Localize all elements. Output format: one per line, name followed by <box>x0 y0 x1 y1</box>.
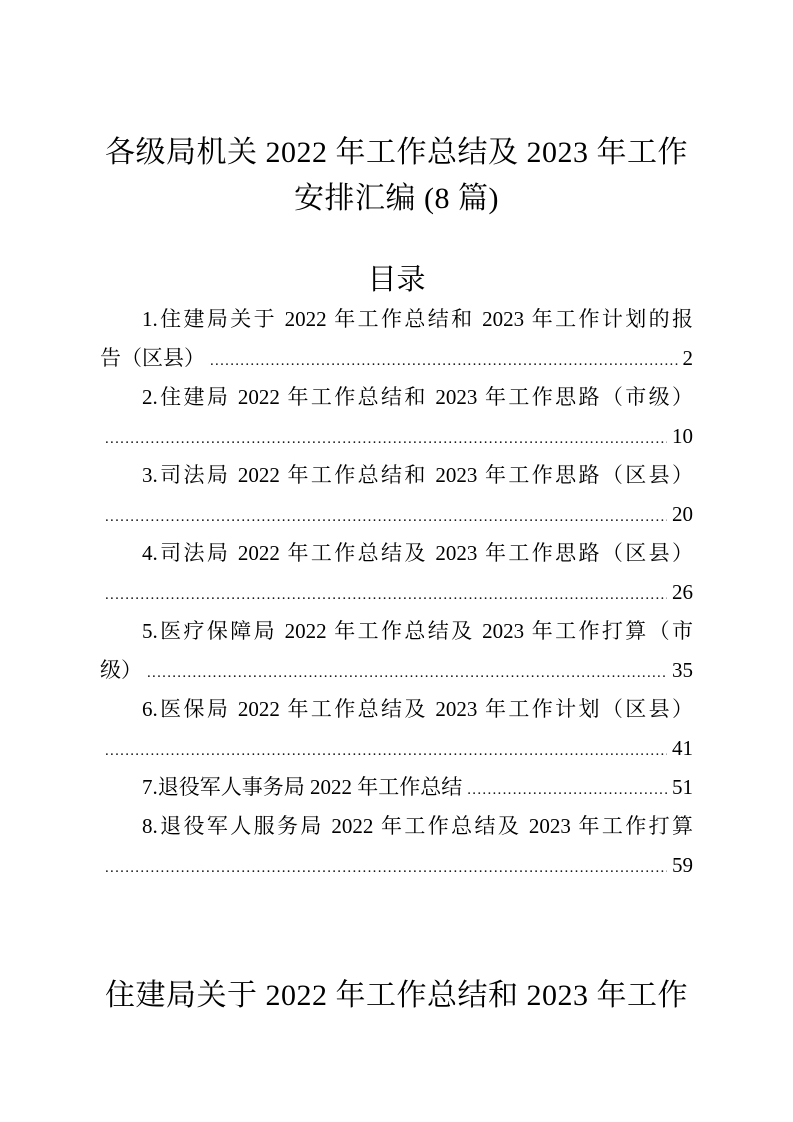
toc-entry-4-line-1: 4.司法局 2022 年工作总结及 2023 年工作思路（区县） <box>142 541 693 565</box>
toc-entry-4-line-2 <box>100 573 693 612</box>
toc-page-number: 51 <box>672 775 693 799</box>
document-title-line-2: 安排汇编 (8 篇) <box>294 182 499 215</box>
document-title-line-1: 各级局机关 2022 年工作总结及 2023 年工作 <box>105 136 688 169</box>
toc-entry-1-line-1: 1.住建局关于 2022 年工作总结和 2023 年工作计划的报 <box>142 307 693 331</box>
dot-leader <box>105 498 667 537</box>
toc-heading: 目录 <box>367 264 426 296</box>
toc-entry-5-line-2 <box>100 651 693 690</box>
dot-leader <box>467 771 667 810</box>
toc-page-number: 41 <box>672 736 693 760</box>
toc-page-number: 35 <box>672 658 693 682</box>
toc-entry-2-line-2 <box>100 417 693 456</box>
toc-entry-text: 7.退役军人事务局 2022 年工作总结 <box>142 775 463 799</box>
dot-leader <box>210 342 678 381</box>
toc-entry-7 <box>100 768 693 807</box>
toc-entry-8-line-1: 8.退役军人服务局 2022 年工作总结及 2023 年工作打算 <box>142 814 693 838</box>
toc-page-number: 20 <box>672 502 693 526</box>
toc-entry-6-line-1: 6.医保局 2022 年工作总结及 2023 年工作计划（区县） <box>142 697 693 721</box>
toc-entry-2-line-1: 2.住建局 2022 年工作总结和 2023 年工作思路（市级） <box>142 385 693 409</box>
document-title <box>100 130 693 222</box>
dot-leader <box>105 576 667 615</box>
section-heading: 住建局关于 2022 年工作总结和 2023 年工作 <box>105 979 688 1012</box>
table-of-contents <box>100 300 693 885</box>
toc-page-number: 59 <box>672 853 693 877</box>
dot-leader <box>147 654 667 693</box>
dot-leader <box>105 732 667 771</box>
toc-page-number: 26 <box>672 580 693 604</box>
toc-entry-8-line-2 <box>100 846 693 885</box>
toc-entry-1-line-2 <box>100 339 693 378</box>
dot-leader <box>105 849 667 888</box>
toc-entry-3-line-1: 3.司法局 2022 年工作总结和 2023 年工作思路（区县） <box>142 463 693 487</box>
toc-entry-5-line-1: 5.医疗保障局 2022 年工作总结及 2023 年工作打算（市 <box>142 619 693 643</box>
toc-entry-3-line-2 <box>100 495 693 534</box>
toc-entry-text: 级） <box>100 658 142 682</box>
toc-page-number: 2 <box>682 346 693 370</box>
toc-entry-6-line-2 <box>100 729 693 768</box>
toc-entry-text: 告（区县） <box>100 346 205 370</box>
toc-page-number: 10 <box>672 424 693 448</box>
dot-leader <box>105 420 667 459</box>
